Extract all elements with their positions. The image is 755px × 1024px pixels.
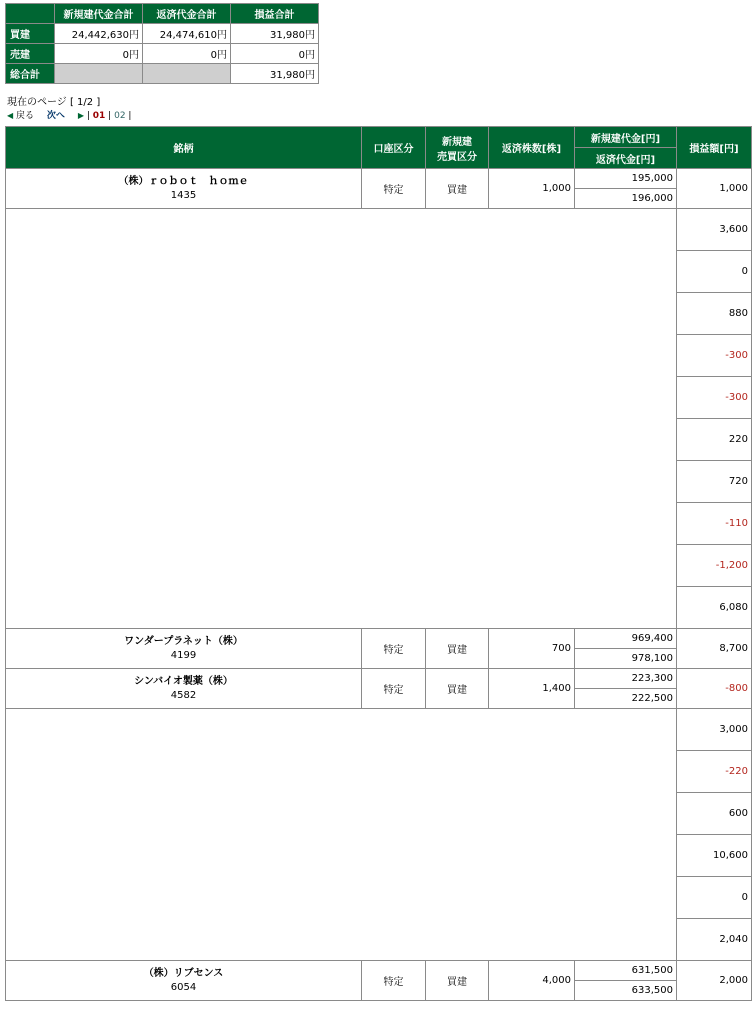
pnl: 600 [677,793,752,835]
trade-type: 買建 [426,629,489,669]
stock-code: 1435 [170,189,197,201]
summary-row-label: 総合計 [6,64,55,84]
pnl: 8,700 [677,629,752,669]
trade-type: 買建 [426,169,489,209]
summary-corner [6,4,55,24]
return-amount: 633,500 [575,981,677,1001]
stock-name-cell [6,669,362,709]
stock-name: （株）リブセンス [143,967,224,979]
table-row [6,169,752,189]
summary-row-sell [6,44,319,64]
new-amount: 223,300 [575,669,677,689]
pnl: 1,000 [677,169,752,209]
account-type: 特定 [362,629,426,669]
summary-table [5,3,319,84]
pager-separator: | [108,111,112,121]
shares: 1,000 [489,169,575,209]
redacted-area [6,209,677,629]
summary-row-total [6,64,319,84]
trade-type: 買建 [426,669,489,709]
return-amount: 978,100 [575,649,677,669]
triangle-right-icon: ▶ [77,111,84,120]
stock-name-cell [6,169,362,209]
summary-header-new-total: 新規建代金合計 [55,4,143,24]
pager-separator: | [128,111,132,121]
summary-return-total: 24,474,610円 [143,24,231,44]
stock-name-cell [6,961,362,1001]
pnl: 10,600 [677,835,752,877]
header-name: 銘柄 [6,127,362,169]
summary-pnl: 31,980円 [231,24,319,44]
shares: 1,400 [489,669,575,709]
pagination [7,108,131,121]
next-link[interactable]: 次へ [46,111,65,121]
pnl: 0 [677,877,752,919]
back-link[interactable]: 戻る [16,111,35,121]
summary-row-buy [6,24,319,44]
header-trade-type-line2: 売買区分 [437,151,477,163]
table-row [6,961,752,981]
table-row [6,629,752,649]
stock-name: ワンダープラネット（株） [124,635,243,647]
header-trade-type [426,127,489,169]
header-pnl: 損益額[円] [677,127,752,169]
header-shares: 返済株数[株] [489,127,575,169]
summary-return-total: 0円 [143,44,231,64]
summary-return-total-empty [143,64,231,84]
header-account: 口座区分 [362,127,426,169]
summary-row-label: 売建 [6,44,55,64]
pnl: 880 [677,293,752,335]
stock-name: （株）ｒｏｂｏｔ ｈｏｍｅ [118,175,249,187]
summary-new-total: 0円 [55,44,143,64]
stock-code: 4199 [170,649,197,661]
pnl: 3,000 [677,709,752,751]
header-return-amount: 返済代金[円] [575,148,677,169]
shares: 4,000 [489,961,575,1001]
triangle-left-icon: ◀ [7,111,14,120]
summary-pnl: 31,980円 [231,64,319,84]
header-trade-type-line1: 新規建 [442,136,472,148]
stock-name: シンバイオ製薬（株） [134,675,233,687]
summary-new-total: 24,442,630円 [55,24,143,44]
pnl: -110 [677,503,752,545]
summary-new-total-empty [55,64,143,84]
summary-pnl: 0円 [231,44,319,64]
stock-name-cell [6,629,362,669]
pnl: -300 [677,335,752,377]
redacted-area [6,709,677,961]
shares: 700 [489,629,575,669]
pnl: -220 [677,751,752,793]
new-amount: 195,000 [575,169,677,189]
pnl: 2,000 [677,961,752,1001]
trade-type: 買建 [426,961,489,1001]
pnl: 2,040 [677,919,752,961]
page-link-02[interactable]: 02 [114,111,126,121]
pnl: -300 [677,377,752,419]
page-link-01: 01 [92,111,106,121]
table-row [6,669,752,689]
page-indicator: 現在のページ [ 1/2 ] [7,97,101,108]
account-type: 特定 [362,961,426,1001]
summary-row-label: 買建 [6,24,55,44]
account-type: 特定 [362,169,426,209]
new-amount: 969,400 [575,629,677,649]
summary-header-pnl: 損益合計 [231,4,319,24]
stock-code: 4582 [170,689,197,701]
return-amount: 222,500 [575,689,677,709]
pnl: 6,080 [677,587,752,629]
summary-header-return-total: 返済代金合計 [143,4,231,24]
stock-code: 6054 [170,981,197,993]
pager-separator: | [86,111,90,121]
header-new-amount: 新規建代金[円] [575,127,677,148]
positions-table [5,126,752,1001]
pnl: 220 [677,419,752,461]
pnl: 720 [677,461,752,503]
account-type: 特定 [362,669,426,709]
new-amount: 631,500 [575,961,677,981]
pnl: -800 [677,669,752,709]
pnl: 0 [677,251,752,293]
return-amount: 196,000 [575,189,677,209]
pnl: -1,200 [677,545,752,587]
pnl: 3,600 [677,209,752,251]
